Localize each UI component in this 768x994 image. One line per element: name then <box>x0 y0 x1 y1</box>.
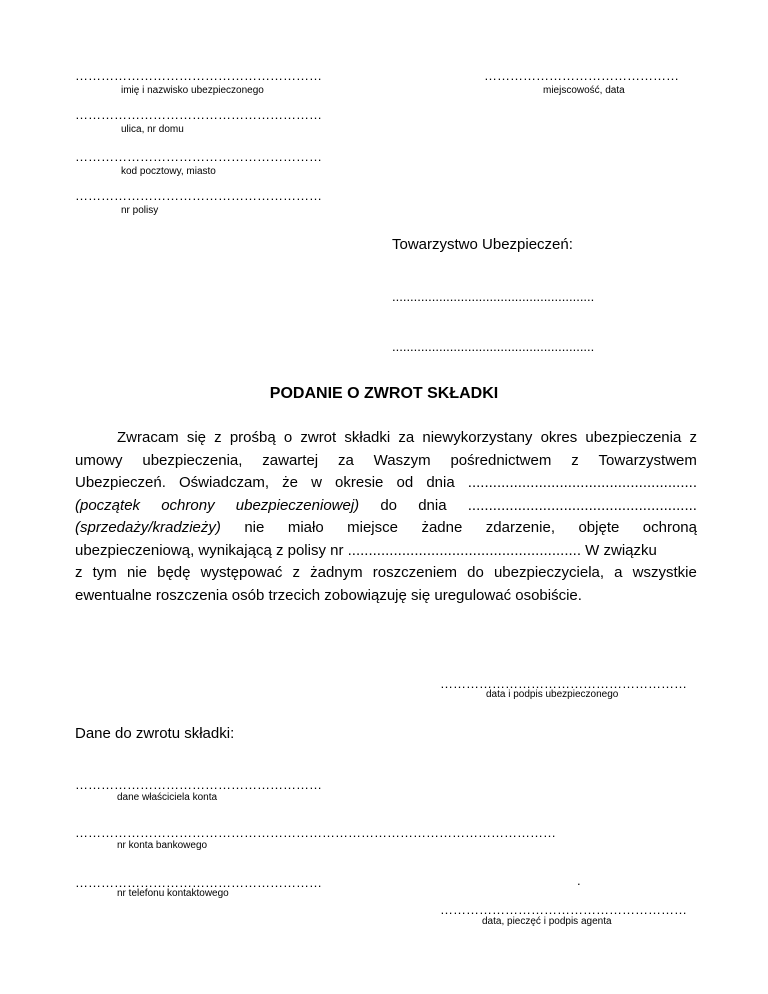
policy-number-caption: nr polisy <box>121 205 159 216</box>
place-date-line: ……………………………………… <box>484 68 679 83</box>
account-owner-line: ………………………………………………… <box>75 777 322 792</box>
paragraph-line: Zwracam się z prośbą o zwrot składki za niewykorzystany okres ubezpieczenia z <box>117 429 697 446</box>
paragraph-line: (sprzedaży/kradzieży) nie miało miejsce żadne zdarzenie, objęte ochroną <box>75 519 697 536</box>
street-line: ………………………………………………… <box>75 107 322 122</box>
agent-signature-caption: data, pieczęć i podpis agenta <box>482 916 612 927</box>
refund-heading: Dane do zwrotu składki: <box>75 725 235 742</box>
place-date-caption: miejscowość, data <box>543 85 625 96</box>
paragraph-line: (początek ochrony ubezpieczeniowej) do dnia ....................................................... <box>75 496 697 514</box>
insured-signature-line: ………………………………………………… <box>440 676 687 691</box>
paragraph-line: umowy ubezpieczenia, zawartej za Waszym pośrednictwem z Towarzystwem <box>75 451 697 469</box>
insured-name-caption: imię i nazwisko ubezpieczonego <box>121 85 264 96</box>
street-caption: ulica, nr domu <box>121 124 184 135</box>
insurer-label: Towarzystwo Ubezpieczeń: <box>392 236 573 253</box>
paragraph-line: Ubezpieczeń. Oświadczam, że w okresie od dnia ....................................................... <box>75 474 697 491</box>
paragraph-line: ewentualne roszczenia osób trzecich zobowiązuję się uregulować osobiście. <box>75 586 582 604</box>
agent-signature-line: ………………………………………………… <box>440 902 687 917</box>
account-owner-caption: dane właściciela konta <box>117 792 218 803</box>
phone-caption: nr telefonu kontaktowego <box>117 888 229 899</box>
paragraph-line: ubezpieczeniową, wynikającą z polisy nr ........................................................ W związku <box>75 541 657 559</box>
insured-signature-caption: data i podpis ubezpieczonego <box>486 689 619 700</box>
phone-line: ………………………………………………… <box>75 875 322 890</box>
paragraph-line: z tym nie będę występować z żadnym roszczeniem do ubezpieczyciela, a wszystkie <box>75 564 697 581</box>
insured-name-line: ………………………………………………… <box>75 68 322 83</box>
request-paragraph <box>75 427 697 607</box>
bank-account-line: ………………………………………………………………………………………………… <box>75 825 556 840</box>
insurer-line-2: ........................................................ <box>392 339 595 354</box>
insurer-line-1: ........................................................ <box>392 289 595 304</box>
stray-dot: . <box>577 873 581 888</box>
postal-city-line: ………………………………………………… <box>75 149 322 164</box>
document-title: PODANIE O ZWROT SKŁADKI <box>269 385 499 402</box>
bank-account-caption: nr konta bankowego <box>117 840 208 851</box>
policy-number-line: ………………………………………………… <box>75 188 322 203</box>
postal-city-caption: kod pocztowy, miasto <box>121 166 216 177</box>
